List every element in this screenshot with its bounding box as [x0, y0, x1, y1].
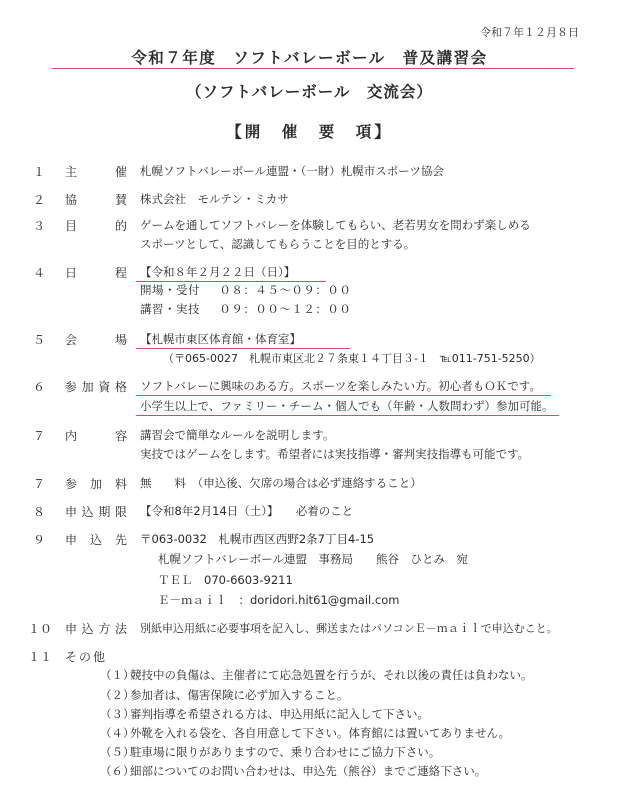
item-line: 【令和8年2月14日（土）】 必着のこと — [140, 504, 354, 518]
item-sponsor — [0, 191, 619, 209]
item-line: スポーツとして、認識してもらうことを目的とする。 — [140, 237, 416, 251]
item-deadline — [0, 503, 619, 521]
contact-email: Ｅ－ｍａｉｌ ：doridori.hit61@gmail.com — [158, 593, 400, 607]
contact-tel: ＴＥＬ 070-6603-9211 — [158, 573, 293, 587]
item-number: ７ — [33, 429, 46, 443]
item-apply-method — [0, 620, 619, 638]
other-note-3 — [100, 706, 429, 722]
note-number: （２） — [100, 688, 135, 702]
other-note-2 — [100, 687, 349, 703]
item-line: 講習会で簡単なルールを説明します。 — [140, 428, 335, 442]
item-line: ソフトバレーに興味のある方。スポーツを楽しみたい方。初心者もＯＫです。 — [140, 379, 541, 393]
item-fee — [0, 475, 619, 493]
document-subtitle: （ソフトバレーボール 交流会） — [186, 83, 433, 101]
item-number: ８ — [33, 505, 46, 519]
item-label: 申込先 — [65, 533, 127, 547]
note-text: 競技中の負傷は、主催者にて応急処置を行うが、それ以後の責任は負わない。 — [130, 668, 533, 682]
document-date: 令和７年１２月８日 — [480, 26, 579, 39]
document-title: 令和７年度 ソフトバレーボール 普及講習会 — [131, 49, 488, 67]
item-label: 内容 — [65, 429, 127, 443]
note-text: 審判指導を希望される方は、申込用紙に記入して下さい。 — [130, 707, 429, 721]
title-underline — [52, 68, 574, 69]
item-number: ５ — [33, 333, 46, 347]
item-label: 目的 — [65, 219, 127, 233]
other-note-6 — [100, 763, 486, 779]
item-label: 会場 — [65, 333, 127, 347]
item-number: ７ — [33, 477, 46, 491]
item-venue — [0, 331, 619, 349]
other-note-1 — [100, 667, 533, 683]
item-eligibility — [0, 378, 619, 396]
note-number: （４） — [100, 726, 135, 740]
item-number: ９ — [33, 533, 46, 547]
note-number: （５） — [100, 745, 135, 759]
item-label: その他 — [65, 650, 105, 664]
item-line: 札幌ソフトバレーボール連盟・（一財）札幌市スポーツ協会 — [140, 164, 444, 178]
item-number: １ — [33, 165, 46, 179]
contact-name: 札幌ソフトバレーボール連盟 事務局 熊谷 ひとみ 宛 — [158, 552, 469, 566]
item-number: ２ — [33, 193, 46, 207]
item-line: 実技ではゲームをします。希望者には実技指導・審判実技指導も可能です。 — [140, 447, 530, 461]
other-note-4 — [100, 725, 510, 741]
note-text: 外靴を入れる袋を、各自用意して下さい。体育館には置いてありません。 — [130, 726, 511, 740]
item-apply-to — [0, 531, 619, 549]
item-purpose — [0, 217, 619, 235]
item-number: ３ — [33, 219, 46, 233]
postal-address: 〒063-0032 札幌市西区西野2条7丁目4-15 — [140, 532, 375, 546]
item-label: 主催 — [65, 165, 127, 179]
venue-underline — [136, 348, 350, 349]
item-line: 無 料 （申込後、欠席の場合は必ず連絡すること） — [140, 476, 422, 490]
item-number: １０ — [28, 622, 53, 636]
note-number: （３） — [100, 707, 135, 721]
item-label: 日程 — [65, 266, 127, 280]
eligibility-underline-1 — [136, 395, 551, 396]
section-heading: 【開 催 要 項】 — [226, 123, 393, 141]
item-content — [0, 427, 619, 445]
item-schedule — [0, 264, 619, 282]
item-label: 申込期限 — [65, 505, 127, 519]
event-date: 【令和８年２月２２日（日）】 — [140, 265, 296, 279]
venue-address: （〒065-0027 札幌市東区北２７条東１４丁目３-１ ℡011-751-5250） — [163, 352, 541, 365]
lesson-time: 講習・実技 ０９：００～１２：００ — [140, 302, 352, 316]
reception-time: 開場・受付 ０８：４５～０９：００ — [140, 283, 352, 297]
note-text: 細部についてのお問い合わせは、申込先（熊谷）までご連絡下さい。 — [130, 764, 487, 778]
other-note-5 — [100, 744, 440, 760]
item-number: ６ — [33, 380, 46, 394]
item-label: 参加資格 — [65, 380, 127, 394]
note-text: 駐車場に限りがありますので、乗り合わせにご協力下さい。 — [130, 745, 441, 759]
item-line: 別紙申込用紙に必要事項を記入し、郵送またはパソコンＥ－ｍａｉｌで申込むこと。 — [140, 622, 558, 635]
item-label: 協賛 — [65, 193, 127, 207]
note-number: （１） — [100, 668, 135, 682]
item-organizer — [0, 163, 619, 181]
item-other — [0, 648, 619, 666]
item-number: ４ — [33, 266, 46, 280]
item-line: ゲームを通してソフトバレーを体験してもらい、老若男女を問わず楽しめる — [140, 218, 531, 232]
item-line: 小学生以上で、ファミリー・チーム・個人でも（年齢・人数問わず）参加可能。 — [140, 399, 554, 413]
item-line: 株式会社 モルテン・ミカサ — [140, 192, 289, 206]
item-label: 申込方法 — [65, 622, 127, 636]
item-label: 参加料 — [65, 477, 127, 491]
eligibility-underline-2 — [136, 415, 559, 416]
venue-name: 【札幌市東区体育館・体育室】 — [140, 332, 301, 346]
note-number: （６） — [100, 764, 135, 778]
note-text: 参加者は、傷害保険に必ず加入すること。 — [130, 688, 349, 702]
item-number: １１ — [28, 650, 53, 664]
